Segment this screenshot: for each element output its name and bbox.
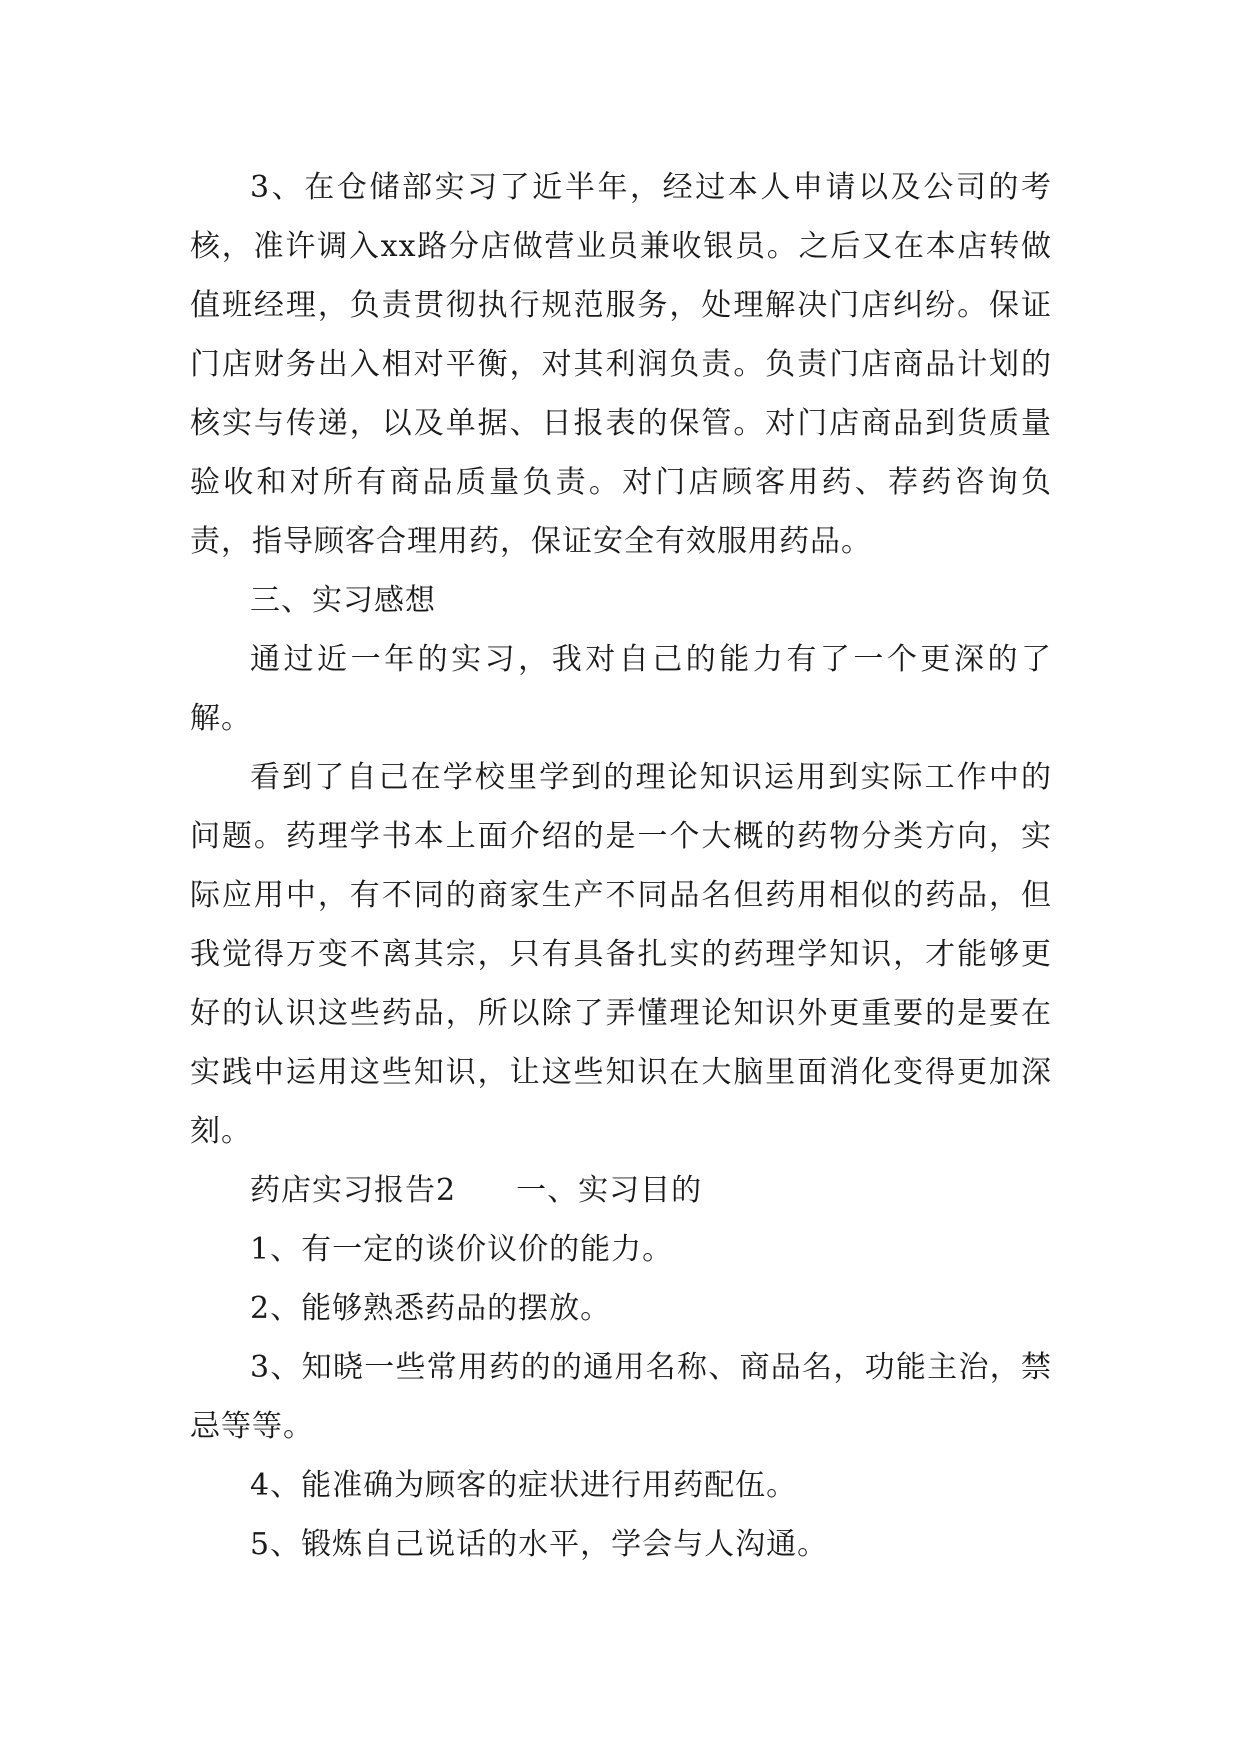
report2-section-goals: 一、实习目的 [516, 1173, 703, 1208]
goal-item: 4、能准确为顾客的症状进行用药配伍。 [250, 1468, 798, 1503]
report2-heading-line [190, 1161, 1052, 1220]
goal-item: 5、锻炼自己说话的水平，学会与人沟通。 [250, 1527, 829, 1562]
paragraph-self-understanding: 通过近一年的实习，我对自己的能力有了一个更深的了解。 [190, 642, 1052, 736]
section-heading-reflections: 三、实习感想 [250, 583, 436, 618]
document-body [190, 158, 1052, 1574]
paragraph-storage-internship: 3、在仓储部实习了近半年，经过本人申请以及公司的考核，准许调入xx路分店做营业员兼收银员。之后又在本店转做值班经理，负责贯彻执行规范服务，处理解决门店纠纷。保证门店财务出入相对平衡，对其利润负责。负责门店商品计划的核实与传递，以及单据、日报表的保管。对门店商品到货质量验收和对所有商品质量负责。对门店顾客用药、荐药咨询负责，指导顾客合理用药，保证安全有效服用药品。 [190, 170, 1052, 559]
goal-item: 3、知晓一些常用药的的通用名称、商品名，功能主治，禁忌等等。 [190, 1350, 1052, 1444]
paragraph-theory-practice: 看到了自己在学校里学到的理论知识运用到实际工作中的问题。药理学书本上面介绍的是一个大概的药物分类方向，实际应用中，有不同的商家生产不同品名但药用相似的药品，但我觉得万变不离其宗，只有具备扎实的药理学知识，才能够更好的认识这些药品，所以除了弄懂理论知识外更重要的是要在实践中运用这些知识，让这些知识在大脑里面消化变得更加深刻。 [190, 760, 1052, 1149]
report2-title: 药店实习报告2 [250, 1173, 457, 1208]
goal-item: 2、能够熟悉药品的摆放。 [250, 1291, 612, 1326]
goal-item: 1、有一定的谈价议价的能力。 [250, 1232, 674, 1267]
